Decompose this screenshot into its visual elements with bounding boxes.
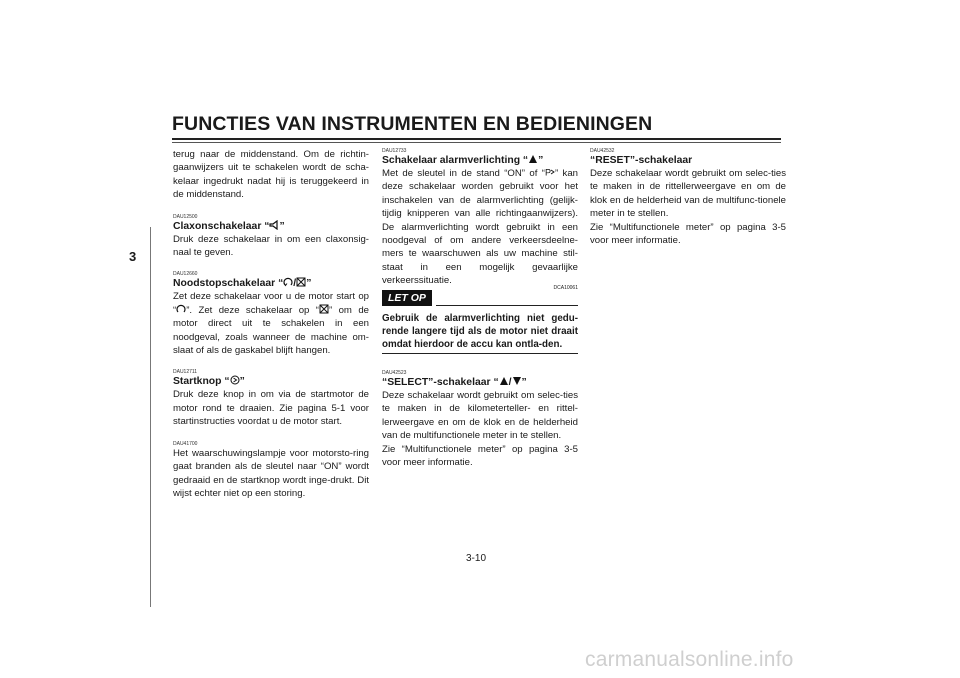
section-code: DAU42532 xyxy=(590,148,615,154)
start-icon xyxy=(230,375,240,385)
caution-code: DCA10061 xyxy=(553,284,578,291)
column-2 xyxy=(382,148,578,469)
start-button-heading: Startknop “ ” xyxy=(173,376,245,388)
engine-stop-icon xyxy=(319,304,329,314)
section-code: DAU12733 xyxy=(382,148,407,154)
engine-stop-icon xyxy=(296,277,306,287)
chapter-tab-line xyxy=(150,227,151,607)
caution-rule xyxy=(436,305,578,306)
parking-icon xyxy=(545,167,555,177)
caution-banner xyxy=(382,284,578,308)
section-code: DAU12660 xyxy=(173,271,198,278)
page-number: 3-10 xyxy=(466,553,487,564)
horn-switch-body: Druk deze schakelaar in om een claxonsig-naal te geven. xyxy=(173,233,369,259)
column-3 xyxy=(590,148,786,247)
watermark: carmanualsonline.info xyxy=(585,648,794,671)
engine-run-icon xyxy=(283,277,293,287)
engine-run-icon xyxy=(176,304,186,314)
reset-switch-body: Deze schakelaar wordt gebruikt om selec-ties te maken in de rittellerweergave en om de klok en de helderheid van de multifunc-tionele meter in te stellen. Zie “Multifunctionele meter” op pagina 3-5 voor meer informatie. xyxy=(590,168,786,247)
section-code: DAU41700 xyxy=(173,440,198,447)
hazard-switch-heading: Schakelaar alarmverlichting “ ” xyxy=(382,155,544,166)
column-1 xyxy=(173,148,369,500)
down-triangle-icon xyxy=(512,376,522,386)
header-rule-thin xyxy=(172,142,781,143)
caution-text: Gebruik de alarmverlichting niet gedu-rende langere tijd als de motor niet draait omdat hierdoor de accu kan ontla-den. xyxy=(382,312,578,350)
hazard-switch-body: Met de sleutel in de stand “ON” of “ P ” kan deze schakelaar worden gebruikt voor het inschakelen van de alarmverlichting (gelijk-tijdig knipperen van alle richtingaanwijzers). De alarmverlichting wordt gebruikt in een noodgeval of om andere verkeersdeelne-mers te waarschuwen als uw machine stil-staat in een mogelijk gevaarlijke verkeerssituatie. xyxy=(382,167,578,287)
page-title: FUNCTIES VAN INSTRUMENTEN EN BEDIENINGEN xyxy=(172,113,653,135)
svg-text:P: P xyxy=(544,167,551,177)
chapter-tab xyxy=(127,227,151,607)
caution-label: LET OP xyxy=(382,290,432,306)
chapter-number: 3 xyxy=(129,249,137,264)
intro-paragraph: terug naar de middenstand. Om de richtin-gaanwijzers uit te schakelen wordt de scha-kelaar ingedrukt nadat hij is teruggekeerd in de middenstand. xyxy=(173,149,369,201)
section-code: DAU42523 xyxy=(382,370,407,377)
hazard-icon xyxy=(528,154,538,164)
select-switch-heading: “SELECT”-schakelaar “ / ” xyxy=(382,377,527,389)
up-triangle-icon xyxy=(499,376,509,386)
select-switch-body: Deze schakelaar wordt gebruikt om selec-ties te maken in de kilometerteller- en rittel-lerweergave en om de klok en de helderheid van de multifunctionele meter in te stellen. Zie “Multifunctionele meter” op pagina 3-5 voor meer informatie. xyxy=(382,390,578,469)
start-button-body: Druk deze knop in om via de startmotor de motor rond te draaien. Zie pagina 5-1 voor startinstructies voordat u de motor start. xyxy=(173,389,369,428)
engine-stop-heading: Noodstopschakelaar “ / ” xyxy=(173,278,312,290)
horn-switch-heading: Claxonschakelaar “ ” xyxy=(173,220,285,232)
warning-lamp-body: Het waarschuwingslampje voor motorsto-ring gaat branden als de sleutel naar “ON” wordt gedraaid en de startknop wordt inge-drukt. Dit wijst echter niet op een storing. xyxy=(173,447,369,499)
header-rule xyxy=(172,138,781,140)
section-code: DAU12711 xyxy=(173,369,198,376)
reset-switch-heading: “RESET”-schakelaar xyxy=(590,155,693,166)
engine-stop-body: Zet deze schakelaar voor u de motor start op “ ”. Zet deze schakelaar op “ ” om de motor direct uit te schakelen in een noodgeval, zoals wanneer de machine om-slaat of als de gaskabel blijft hangen. xyxy=(173,291,369,357)
section-code: DAU12500 xyxy=(173,213,198,220)
horn-icon xyxy=(269,220,279,230)
